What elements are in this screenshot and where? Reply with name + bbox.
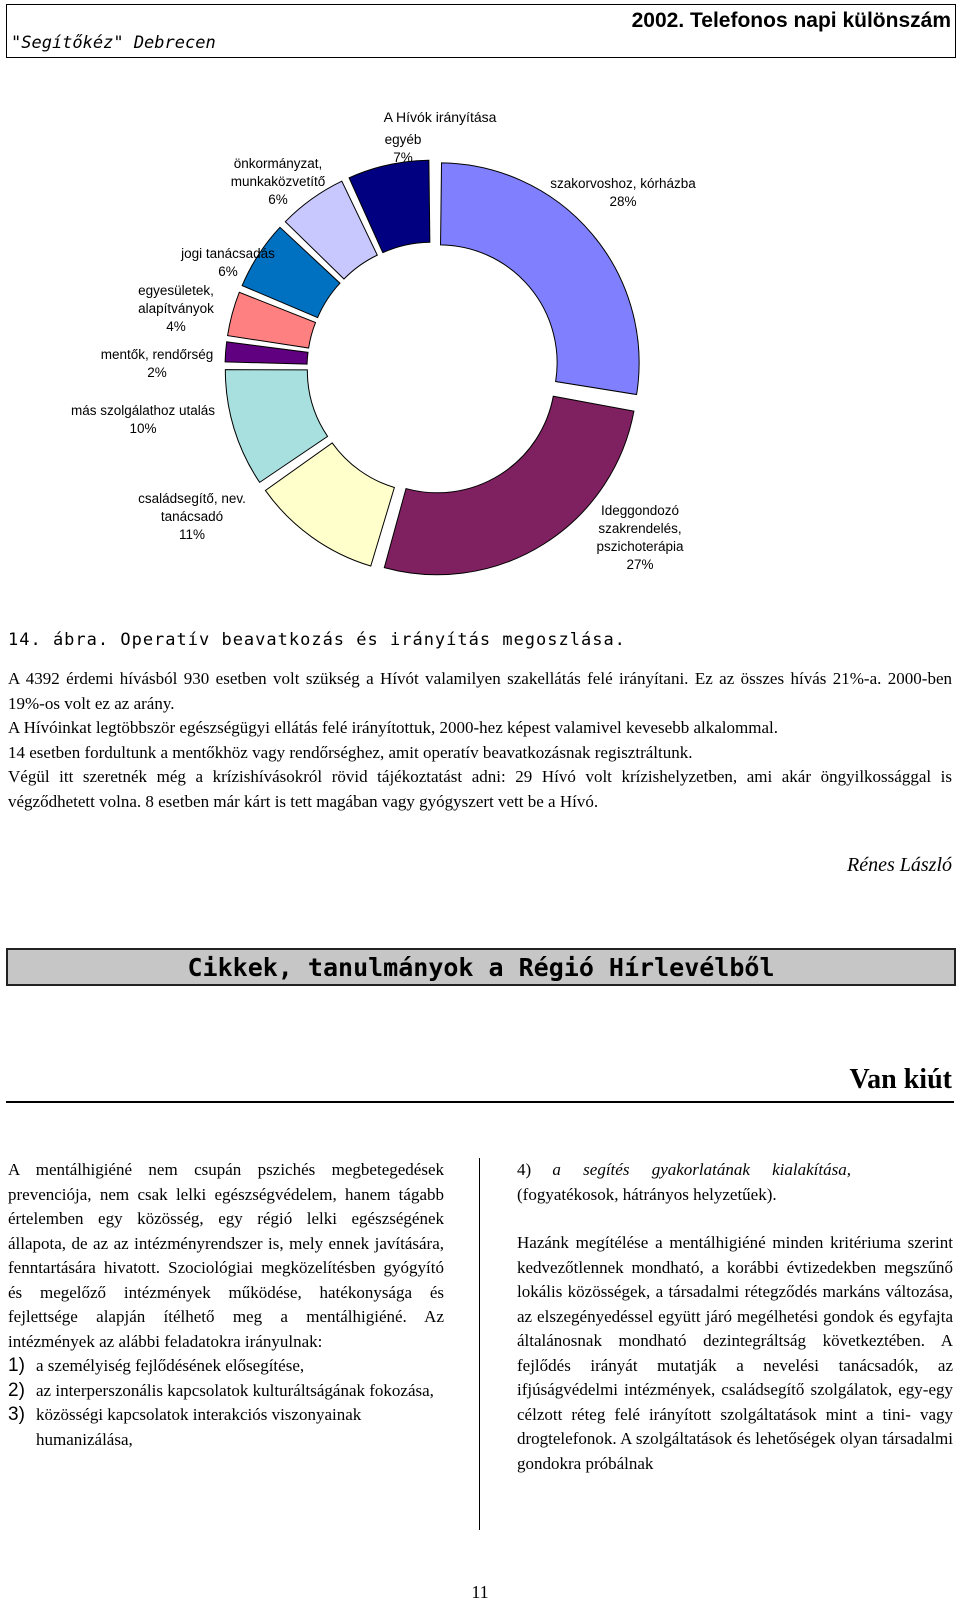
list-item-4 <box>517 1158 953 1183</box>
slice-label-7: jogi tanácsadás 6% <box>181 246 275 279</box>
article-intro: A mentálhigiéné nem csupán pszichés megbetegedések prevenciója, nem csak lelki egészségvédelem, hanem tágabb értelemben egy közösség, egy régió lelki egészségének állapota, de az az intézményrendszer is, mely ennek javítására, fenntartására hivatott. Szociológiai megközelítésben gyógyító és megelőző intézmények működése, hatékonysága és fejlettsége alapján ítélhető meg a mentálhigiéné. Az intézmények az alábbi feladatokra irányulnak: <box>8 1160 444 1351</box>
article-paragraph: Hazánk megítélése a mentálhigiéné minden kritériuma szerint kedvezőtlennek mondható, a korábbi évtizedekben megszűnő lokális közösségek, a társadalmi rétegződés markáns változása, az elszegényedéssel együtt járó megélhetési gondok és egyfajta általánosnak mondható dezintegráltság következtében. A fejlődés irányát mutatják a nevelési tanácsadók, az ifjúságvédelmi intézmények, családsegítő szolgálatok, egy-egy célzott réteg felé irányított szolgáltatások mint a tini- vagy drogtelefonok. A szolgáltatások és lehetőségek olyan társadalmi gondokra próbálnak <box>517 1233 953 1473</box>
slice-label-1: szakorvoshoz, kórházba 28% <box>550 176 696 209</box>
chart-title: A Hívók irányítása <box>383 109 497 125</box>
list-item <box>8 1403 444 1452</box>
list-text: a segítés gyakorlatának kialakítása, <box>552 1160 851 1179</box>
paragraph: A Hívóinkat legtöbbször egészségügyi ellátás felé irányítottuk, 2000-hez képest valamivel kevesebb alkalommal. <box>8 718 778 737</box>
donut-chart <box>0 100 960 590</box>
paragraph: 14 esetben fordultunk a mentőkhöz vagy rendőrséghez, amit operatív beavatkozásnak regisztráltunk. <box>8 742 693 762</box>
column-divider <box>479 1158 480 1530</box>
list-item <box>8 1379 444 1404</box>
paragraph: Végül itt szeretnék még a krízishívásokról rövid tájékoztatást adni: 29 Hívó volt krízishelyzetben, ami akár öngyilkossággal is végződhetett volna. 8 esetben már kárt is tett magában vagy gyógyszert vett be a Hívó. <box>8 767 952 811</box>
list-text: a személyiség fejlődésének elősegítése, <box>36 1356 305 1375</box>
section-banner-title: Cikkek, tanulmányok a Régió Hírlevélből <box>187 953 775 982</box>
list-note: (fogyatékosok, hátrányos helyzetűek). <box>517 1184 777 1204</box>
page-header <box>6 4 956 58</box>
list-item <box>8 1354 444 1379</box>
slice-label-9: egyéb 7% <box>384 132 422 165</box>
paragraph: A 4392 érdemi hívásból 930 esetben volt szükség a Hívót valamilyen szakellátás felé irányítani. Ez az összes hívás 21%-a. 2000-ben 19%-os volt ez az arány. <box>8 669 952 713</box>
article-left-column <box>8 1158 444 1452</box>
slice-label-4: más szolgálathoz utalás 10% <box>70 403 216 436</box>
page-number: 11 <box>471 1582 489 1602</box>
article-right-column <box>517 1158 953 1476</box>
list-number: 1) <box>8 1355 25 1376</box>
slice-label-5: mentők, rendőrség 2% <box>100 347 214 380</box>
slice-label-6: egyesületek, alapítványok 4% <box>138 283 214 334</box>
list-text: közösségi kapcsolatok interakciós viszonyainak humanizálása, <box>36 1405 362 1449</box>
list-number: 2) <box>8 1379 25 1401</box>
slice-label-3: családsegítő, nev. tanácsadó 11% <box>138 491 246 542</box>
list-number: 3) <box>8 1404 25 1425</box>
report-text <box>8 667 952 814</box>
slice-label-2: Ideggondozó szakrendelés, pszichoterápia 27% <box>596 503 684 572</box>
author-signature: Rénes László <box>847 854 952 876</box>
header-edition: 2002. Telefonos napi különszám <box>631 9 951 32</box>
list-text: az interperszonális kapcsolatok kulturáltságának fokozása, <box>36 1380 434 1400</box>
figure-caption: 14. ábra. Operatív beavatkozás és irányítás megoszlása. <box>8 630 626 650</box>
section-banner <box>6 948 956 986</box>
header-organization: "Segítőkéz" Debrecen <box>11 33 216 53</box>
slice-label-8: önkormányzat, munkaközvetítő 6% <box>230 156 326 207</box>
title-rule <box>6 1101 954 1103</box>
article-title: Van kiút <box>849 1064 952 1095</box>
list-number: 4) <box>517 1160 532 1179</box>
